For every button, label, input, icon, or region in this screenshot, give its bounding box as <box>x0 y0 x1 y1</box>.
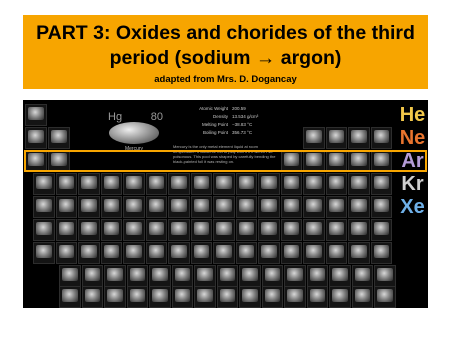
element-tile <box>236 173 258 195</box>
element-tile <box>281 219 303 241</box>
element-tile <box>281 196 303 218</box>
element-tile <box>258 196 280 218</box>
element-photo <box>194 176 210 189</box>
element-photo <box>59 245 75 258</box>
noble-gas-xe: Xe <box>400 196 425 218</box>
element-tile <box>33 173 55 195</box>
element-photo <box>81 199 97 212</box>
element-photo <box>284 245 300 258</box>
element-photo <box>152 289 168 302</box>
element-tile <box>348 196 370 218</box>
element-tile <box>33 196 55 218</box>
element-photo <box>355 289 371 302</box>
element-photo <box>220 268 236 281</box>
element-tile <box>101 219 123 241</box>
element-photo <box>126 199 142 212</box>
slide-subtitle: adapted from Mrs. D. Dogancay <box>154 74 297 85</box>
periodic-table-image <box>23 100 428 308</box>
element-photo <box>36 245 52 258</box>
element-photo <box>329 199 345 212</box>
element-photo <box>261 199 277 212</box>
element-tile <box>303 242 325 264</box>
element-tile <box>258 242 280 264</box>
element-tile <box>146 196 168 218</box>
element-photo <box>332 268 348 281</box>
element-tile <box>303 219 325 241</box>
element-tile <box>191 196 213 218</box>
element-photo <box>28 130 44 143</box>
element-photo <box>81 245 97 258</box>
element-tile <box>348 242 370 264</box>
element-photo <box>220 289 236 302</box>
featured-element <box>99 104 169 150</box>
property-label: Melting Point <box>201 122 228 127</box>
element-tile <box>303 173 325 195</box>
element-tile <box>168 219 190 241</box>
element-photo <box>242 268 258 281</box>
element-photo <box>197 268 213 281</box>
element-tile <box>371 242 393 264</box>
element-tile <box>168 242 190 264</box>
element-tile <box>236 196 258 218</box>
element-photo <box>104 176 120 189</box>
element-tile <box>104 265 126 287</box>
element-tile <box>191 173 213 195</box>
element-photo <box>284 199 300 212</box>
element-properties <box>173 106 273 138</box>
element-photo <box>62 289 78 302</box>
element-description: Mercury is the only metal element liquid at room temperature. It would be fun to play with it if it weren't so poisonous. This pool was shaped by carefully bending the black-painted foil it was resting on. <box>173 144 276 164</box>
element-photo <box>261 176 277 189</box>
element-photo <box>329 130 345 143</box>
element-tile <box>56 173 78 195</box>
element-photo <box>310 289 326 302</box>
element-tile <box>127 265 149 287</box>
element-tile <box>59 286 81 308</box>
element-tile <box>281 242 303 264</box>
element-tile <box>213 173 235 195</box>
element-photo <box>287 268 303 281</box>
element-photo <box>329 222 345 235</box>
element-photo <box>149 222 165 235</box>
element-tile <box>59 265 81 287</box>
element-photo <box>152 268 168 281</box>
element-photo <box>81 176 97 189</box>
element-photo <box>171 222 187 235</box>
element-tile <box>262 265 284 287</box>
element-photo <box>216 176 232 189</box>
element-photo <box>216 222 232 235</box>
element-photo <box>81 222 97 235</box>
element-photo <box>239 176 255 189</box>
element-tile <box>239 265 261 287</box>
element-tile <box>326 219 348 241</box>
element-tile <box>217 286 239 308</box>
element-photo <box>149 199 165 212</box>
element-tile <box>123 242 145 264</box>
element-tile <box>258 219 280 241</box>
element-photo <box>104 199 120 212</box>
element-tile <box>258 173 280 195</box>
element-tile <box>123 219 145 241</box>
element-photo <box>216 199 232 212</box>
element-tile <box>56 219 78 241</box>
element-tile <box>236 219 258 241</box>
element-tile <box>123 196 145 218</box>
element-tile <box>326 242 348 264</box>
element-photo <box>171 245 187 258</box>
element-photo <box>130 289 146 302</box>
element-photo <box>171 176 187 189</box>
element-photo <box>284 222 300 235</box>
property-label: Boiling Point <box>202 130 228 135</box>
element-tile <box>146 173 168 195</box>
element-tile <box>56 196 78 218</box>
element-photo <box>36 199 52 212</box>
element-tile <box>307 286 329 308</box>
element-photo <box>130 268 146 281</box>
element-photo <box>351 130 367 143</box>
element-tile <box>371 219 393 241</box>
element-tile <box>326 173 348 195</box>
property-row <box>173 130 273 138</box>
element-photo <box>351 199 367 212</box>
element-photo <box>51 130 67 143</box>
element-photo <box>284 176 300 189</box>
element-tile <box>194 265 216 287</box>
element-tile <box>371 127 393 149</box>
property-label: Density <box>212 114 228 119</box>
element-tile <box>33 242 55 264</box>
element-tile <box>371 196 393 218</box>
element-tile <box>33 219 55 241</box>
element-tile <box>374 265 396 287</box>
element-photo <box>239 245 255 258</box>
element-tile <box>168 173 190 195</box>
element-photo <box>194 222 210 235</box>
element-tile <box>262 286 284 308</box>
property-row <box>173 122 273 130</box>
slide-title: PART 3: Oxides and chorides of the third period (sodium → argon) <box>36 22 415 69</box>
element-photo <box>197 289 213 302</box>
element-photo <box>104 245 120 258</box>
element-tile <box>371 173 393 195</box>
element-tile <box>25 127 47 149</box>
property-value: −38.83 °C <box>232 122 253 127</box>
element-photo <box>306 222 322 235</box>
element-photo <box>377 289 393 302</box>
element-tile <box>48 127 70 149</box>
property-label: Atomic Weight <box>199 106 228 111</box>
element-tile <box>172 286 194 308</box>
element-photo <box>355 268 371 281</box>
element-tile <box>348 173 370 195</box>
noble-gas-ne: Ne <box>399 127 426 149</box>
element-photo <box>306 245 322 258</box>
noble-gas-ar: Ar <box>401 150 424 172</box>
element-tile <box>303 196 325 218</box>
element-photo <box>126 245 142 258</box>
element-tile <box>284 265 306 287</box>
element-photo <box>36 176 52 189</box>
element-photo <box>28 107 44 120</box>
element-tile <box>146 219 168 241</box>
element-tile <box>78 219 100 241</box>
third-period-highlight <box>24 150 427 172</box>
element-photo <box>261 245 277 258</box>
element-photo <box>171 199 187 212</box>
featured-element-number: 80 <box>150 111 163 123</box>
element-tile <box>329 286 351 308</box>
element-tile <box>236 242 258 264</box>
element-tile <box>78 196 100 218</box>
element-photo <box>104 222 120 235</box>
featured-element-symbol: Hg <box>108 111 123 123</box>
element-tile <box>82 265 104 287</box>
element-tile <box>149 265 171 287</box>
noble-gas-he: He <box>399 104 426 126</box>
element-tile <box>25 104 47 126</box>
element-tile <box>352 286 374 308</box>
featured-element-name: Mercury <box>124 146 144 152</box>
element-photo <box>194 199 210 212</box>
element-tile <box>104 286 126 308</box>
property-value: 356.73 °C <box>232 130 253 135</box>
element-photo <box>329 245 345 258</box>
element-photo <box>36 222 52 235</box>
element-photo <box>216 245 232 258</box>
element-tile <box>326 196 348 218</box>
element-photo <box>329 176 345 189</box>
element-tile <box>146 242 168 264</box>
element-photo <box>149 176 165 189</box>
element-photo <box>265 268 281 281</box>
element-tile <box>352 265 374 287</box>
element-photo <box>59 222 75 235</box>
element-tile <box>172 265 194 287</box>
element-photo <box>85 289 101 302</box>
element-photo <box>351 245 367 258</box>
element-photo <box>374 199 390 212</box>
element-photo <box>59 176 75 189</box>
noble-gas-kr: Kr <box>401 173 424 195</box>
element-photo <box>374 222 390 235</box>
element-tile <box>123 173 145 195</box>
element-tile <box>82 286 104 308</box>
element-tile <box>348 219 370 241</box>
element-tile <box>149 286 171 308</box>
element-photo <box>126 222 142 235</box>
element-photo <box>107 268 123 281</box>
element-photo <box>351 176 367 189</box>
element-photo <box>332 289 348 302</box>
element-tile <box>101 173 123 195</box>
element-photo <box>374 130 390 143</box>
element-tile <box>284 286 306 308</box>
element-photo <box>194 245 210 258</box>
element-photo <box>306 176 322 189</box>
element-tile <box>191 219 213 241</box>
element-photo <box>62 268 78 281</box>
element-tile <box>78 173 100 195</box>
element-tile <box>78 242 100 264</box>
property-value: 200.59 <box>232 106 246 111</box>
title-banner <box>23 15 428 89</box>
element-photo <box>85 268 101 281</box>
element-tile <box>191 242 213 264</box>
property-value: 13.534 g/cm³ <box>232 114 259 119</box>
element-photo <box>175 268 191 281</box>
property-row <box>173 114 273 122</box>
element-photo <box>126 176 142 189</box>
element-tile <box>307 265 329 287</box>
element-photo <box>107 289 123 302</box>
element-photo <box>239 199 255 212</box>
element-tile <box>374 286 396 308</box>
element-photo <box>239 222 255 235</box>
element-photo <box>287 289 303 302</box>
element-tile <box>326 127 348 149</box>
property-row <box>173 106 273 114</box>
element-photo <box>310 268 326 281</box>
element-tile <box>194 286 216 308</box>
element-photo <box>149 245 165 258</box>
element-photo <box>59 199 75 212</box>
element-photo <box>306 199 322 212</box>
element-tile <box>213 196 235 218</box>
element-photo <box>265 289 281 302</box>
mercury-photo <box>109 122 159 144</box>
element-photo <box>306 130 322 143</box>
element-tile <box>239 286 261 308</box>
element-photo <box>374 245 390 258</box>
element-tile <box>213 242 235 264</box>
element-tile <box>127 286 149 308</box>
element-tile <box>281 173 303 195</box>
element-photo <box>351 222 367 235</box>
element-tile <box>303 127 325 149</box>
element-tile <box>56 242 78 264</box>
element-tile <box>329 265 351 287</box>
element-tile <box>348 127 370 149</box>
element-tile <box>168 196 190 218</box>
element-photo <box>175 289 191 302</box>
element-tile <box>101 242 123 264</box>
element-photo <box>261 222 277 235</box>
element-photo <box>374 176 390 189</box>
element-tile <box>213 219 235 241</box>
element-tile <box>101 196 123 218</box>
element-photo <box>242 289 258 302</box>
element-photo <box>377 268 393 281</box>
element-tile <box>217 265 239 287</box>
